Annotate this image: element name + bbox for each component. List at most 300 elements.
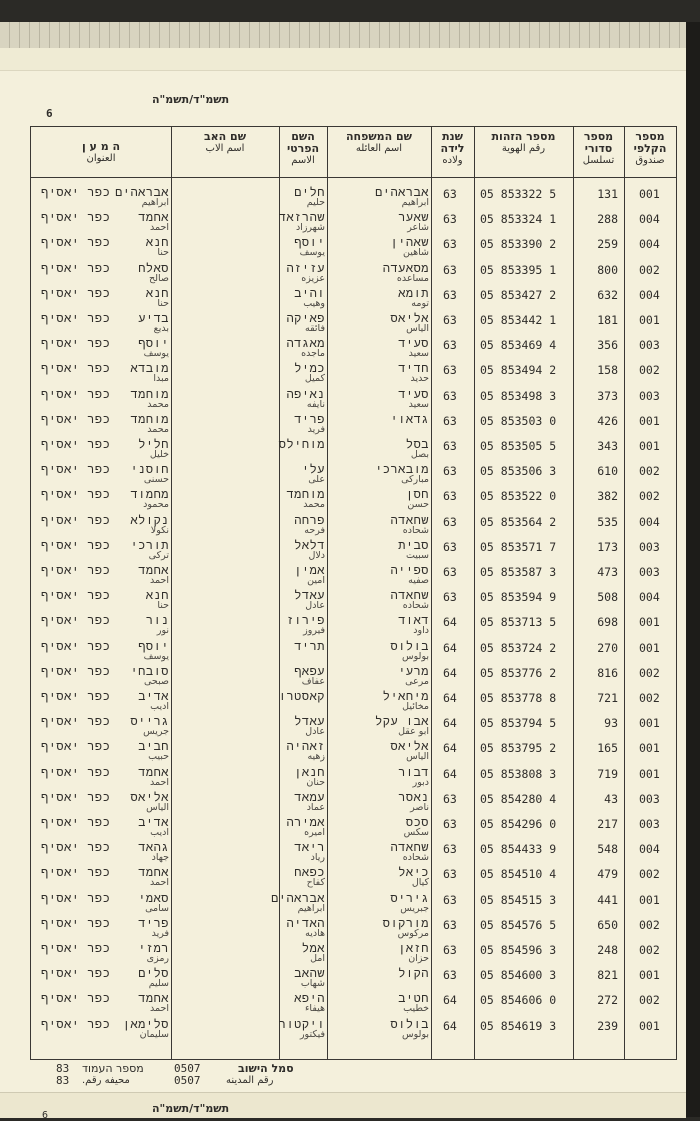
table-row xyxy=(31,991,676,1016)
father-name-he: חביב xyxy=(138,739,169,754)
ballot-number: 001 xyxy=(639,766,660,781)
serial-number: 217 xyxy=(597,817,618,831)
header-id xyxy=(474,127,573,181)
first-name-ar: محمد xyxy=(303,499,325,511)
id-number: 05 853808 3 xyxy=(480,766,557,781)
ballot-number: 002 xyxy=(639,262,660,277)
birth-year: 63 xyxy=(443,867,457,882)
father-name-ar: احمد xyxy=(150,776,169,788)
birth-year: 63 xyxy=(443,338,457,353)
first-name-he: יוסף xyxy=(294,235,325,250)
father-name-ar: تركى xyxy=(148,549,169,561)
first-name-ar: دلال xyxy=(308,549,325,561)
address: כפר יאסיף xyxy=(41,764,111,779)
father-name-he: סובחי xyxy=(130,663,169,678)
settlement-label-ar: رقم المدينه xyxy=(226,1075,274,1086)
ballot-number: 003 xyxy=(639,539,660,554)
serial-number: 800 xyxy=(597,262,618,277)
family-name-he: חזאן xyxy=(398,941,429,955)
ballot-number: 004 xyxy=(639,590,660,605)
address: כפר יאסיף xyxy=(41,890,111,905)
birth-year: 63 xyxy=(443,313,457,327)
father-name-he: פריד xyxy=(138,915,169,930)
family-name-ar: داود xyxy=(413,625,429,637)
table-row xyxy=(31,513,676,538)
family-name-ar: سبيت xyxy=(405,549,429,561)
serial-number: 535 xyxy=(597,514,618,529)
serial-number: 288 xyxy=(597,212,618,227)
header-serial-ar: تسلسل xyxy=(582,155,615,166)
id-number: 05 853427 2 xyxy=(480,287,557,302)
first-name-he: פריד xyxy=(294,411,325,426)
birth-year: 63 xyxy=(443,590,457,605)
address: כפר יאסיף xyxy=(41,361,111,376)
table-row xyxy=(31,487,676,512)
table-row xyxy=(31,412,676,437)
birth-year: 64 xyxy=(443,691,457,705)
father-name-he: חנא xyxy=(145,588,169,603)
first-name-he: האדיה xyxy=(286,915,325,930)
birth-year: 63 xyxy=(443,514,457,529)
id-number: 05 853713 5 xyxy=(480,615,557,630)
table-row xyxy=(31,361,676,386)
header-family-name-he: שם המשפחה xyxy=(345,130,413,143)
family-name-he: בסל xyxy=(405,437,429,451)
header-ballot-he: מספר הקלפי xyxy=(633,130,667,155)
father-name-he: מחמוד xyxy=(130,487,169,502)
header-serial-he: מספר סדורי xyxy=(583,130,614,155)
father-name-ar: حنا xyxy=(157,600,169,612)
ballot-number: 002 xyxy=(639,993,660,1008)
first-name-he: עאדל xyxy=(294,588,325,603)
serial-number: 239 xyxy=(597,1018,618,1033)
family-name-he: שאהין xyxy=(390,235,429,250)
first-name-ar: شهرزاد xyxy=(295,222,325,234)
father-name-ar: صبحى xyxy=(144,675,169,687)
table-row xyxy=(31,865,676,890)
serial-number: 441 xyxy=(597,892,618,907)
address: כפר יאסיף xyxy=(41,663,111,678)
father-name-he: סלים xyxy=(138,966,169,981)
id-number: 05 853505 5 xyxy=(480,439,557,453)
first-name-ar: عزيزه xyxy=(301,272,325,284)
father-name-he: רמזי xyxy=(138,941,169,955)
header-father-name-ar: اسم الاب xyxy=(205,143,245,154)
birth-year: 64 xyxy=(443,615,457,630)
family-name-he: תומא xyxy=(398,285,429,300)
table-row xyxy=(31,790,676,815)
header-birth-year-ar: ولاده xyxy=(442,155,463,166)
family-name-ar: صفيه xyxy=(408,575,429,586)
serial-number: 821 xyxy=(597,968,618,983)
birth-year: 63 xyxy=(443,791,457,806)
ballot-number: 001 xyxy=(639,640,660,655)
first-name-he: חנאן xyxy=(294,764,325,779)
family-name-he: ספייה xyxy=(390,563,429,577)
birth-year: 64 xyxy=(443,665,457,680)
first-name-he: פירוז xyxy=(286,613,325,628)
ballot-number: 001 xyxy=(639,892,660,907)
id-number: 05 853795 2 xyxy=(480,741,557,756)
family-name-ar: حسن xyxy=(407,499,429,511)
table-row xyxy=(31,916,676,941)
address: כפר יאסיף xyxy=(41,563,111,577)
serial-number: 165 xyxy=(597,741,618,756)
serial-number: 382 xyxy=(597,489,618,504)
settlement-code-ar: 0507 xyxy=(174,1074,201,1087)
address: כפר יאסיף xyxy=(41,260,111,275)
first-name-he: פאיקה xyxy=(286,311,325,325)
family-name-ar: ناصر xyxy=(410,801,429,813)
serial-number: 43 xyxy=(604,791,618,806)
id-number: 05 854576 5 xyxy=(480,917,557,932)
family-name-he: אליאס xyxy=(390,739,429,754)
serial-number: 650 xyxy=(597,917,618,932)
address: כפר יאסיף xyxy=(41,311,111,325)
family-name-ar: شحاده xyxy=(402,852,429,864)
first-name-ar: زهيه xyxy=(307,751,325,763)
father-name-he: יוסף xyxy=(138,638,169,653)
table-row xyxy=(31,891,676,916)
ballot-number: 004 xyxy=(639,514,660,529)
address: כפר יאסיף xyxy=(41,739,111,754)
first-name-he: חלים xyxy=(294,185,325,199)
table-row xyxy=(31,639,676,664)
father-name-ar: نور xyxy=(156,625,169,637)
id-number: 05 853522 0 xyxy=(480,489,557,504)
birth-year: 63 xyxy=(443,842,457,857)
family-name-ar: سعيد xyxy=(408,348,429,360)
ballot-number: 002 xyxy=(639,464,660,479)
first-name-he: אמל xyxy=(301,941,325,955)
header-id-ar: رقم الهوية xyxy=(501,143,546,154)
family-name-he: דאוד xyxy=(398,613,429,628)
ballot-number: 001 xyxy=(639,187,660,201)
family-name-he: נאסר xyxy=(398,789,429,804)
father-name-he: גהאד xyxy=(138,840,169,855)
family-name-ar: الياس xyxy=(406,751,429,763)
id-number: 05 854515 3 xyxy=(480,892,557,907)
address: כפר יאסיף xyxy=(41,638,111,653)
father-name-he: מוחמד xyxy=(130,411,169,426)
first-name-he: שהרזאד xyxy=(278,210,325,225)
first-name-he: מוחמד xyxy=(286,487,325,502)
family-name-ar: الياس xyxy=(406,323,429,334)
first-name-ar: فيكتور xyxy=(299,1028,325,1040)
first-name-he: אבראהים xyxy=(271,890,325,905)
serial-number: 473 xyxy=(597,565,618,579)
birth-year: 64 xyxy=(443,741,457,756)
page-stack-edge xyxy=(0,22,686,49)
first-name-ar: نايفه xyxy=(306,398,325,410)
address: כפר יאסיף xyxy=(41,941,111,955)
father-name-he: נור xyxy=(145,613,169,628)
birth-year: 63 xyxy=(443,363,457,378)
header-address-ar: العنوان xyxy=(86,153,116,164)
header-address-he: ה מ ע ן xyxy=(81,140,121,153)
birth-year: 63 xyxy=(443,489,457,504)
family-name-ar: شحاده xyxy=(402,524,429,536)
serial-number: 248 xyxy=(597,943,618,957)
serial-number: 632 xyxy=(597,287,618,302)
family-name-he: מסאעדה xyxy=(382,260,429,275)
birth-year: 63 xyxy=(443,565,457,579)
first-name-ar: فائقه xyxy=(305,323,325,334)
binding-shadow xyxy=(686,22,700,1117)
first-name-ar: يوسف xyxy=(299,247,325,259)
table-row xyxy=(31,840,676,865)
family-name-ar: مخائيل xyxy=(402,701,429,712)
address: כפר יאסיף xyxy=(41,411,111,426)
ballot-number: 004 xyxy=(639,842,660,857)
ballot-number: 003 xyxy=(639,338,660,353)
family-name-he: שחאדה xyxy=(390,588,429,603)
father-name-ar: سليم xyxy=(148,978,169,990)
family-name-ar: جبريس xyxy=(400,902,429,914)
father-name-he: אחמד xyxy=(138,991,169,1006)
birth-year: 63 xyxy=(443,464,457,479)
father-name-he: אליאס xyxy=(130,789,169,804)
birth-year: 63 xyxy=(443,287,457,302)
father-name-ar: جريس xyxy=(143,726,169,738)
family-name-he: כיאל xyxy=(398,865,429,880)
ballot-number: 001 xyxy=(639,615,660,630)
father-name-ar: خليل xyxy=(149,449,169,460)
father-name-ar: حبيب xyxy=(148,751,169,763)
family-name-ar: حزان xyxy=(408,953,429,964)
birth-year: 63 xyxy=(443,892,457,907)
father-name-he: מוחמד xyxy=(130,386,169,401)
father-name-ar: جهاد xyxy=(151,852,169,864)
table-row xyxy=(31,613,676,638)
ballot-number: 001 xyxy=(639,968,660,983)
birth-year: 63 xyxy=(443,539,457,554)
first-name-ar: فيروز xyxy=(303,625,325,637)
family-name-he: שחאדה xyxy=(390,512,429,527)
birth-year: 63 xyxy=(443,187,457,201)
id-number: 05 853442 1 xyxy=(480,313,557,327)
birth-year: 63 xyxy=(443,237,457,252)
family-name-he: בולוס xyxy=(390,1016,429,1031)
page-value-ar: 83 xyxy=(56,1074,70,1087)
first-name-ar: امل xyxy=(310,953,325,964)
id-number: 05 853506 3 xyxy=(480,464,557,479)
serial-number: 698 xyxy=(597,615,618,630)
family-name-he: חטיב xyxy=(398,991,429,1006)
family-name-ar: مباركى xyxy=(401,474,429,486)
address: כפר יאסיף xyxy=(41,1016,111,1031)
serial-number: 272 xyxy=(597,993,618,1008)
first-name-ar: اميره xyxy=(304,827,325,838)
serial-number: 816 xyxy=(597,665,618,680)
address: כפר יאסיף xyxy=(41,714,111,729)
first-name-ar: عادل xyxy=(305,600,325,612)
birth-year: 63 xyxy=(443,212,457,227)
first-name-he: קאסטרו xyxy=(278,689,325,703)
serial-number: 270 xyxy=(597,640,618,655)
first-name-ar: رياد xyxy=(310,852,325,864)
father-name-he: אדיב xyxy=(138,815,169,829)
family-name-ar: حديد xyxy=(410,373,429,385)
address: כפר יאסיף xyxy=(41,588,111,603)
address: כפר יאסיף xyxy=(41,285,111,300)
serial-number: 131 xyxy=(597,187,618,201)
header-first-name-he: השם הפרטי xyxy=(286,130,320,155)
birth-year: 64 xyxy=(443,640,457,655)
father-name-ar: احمد xyxy=(150,575,169,586)
birth-year: 63 xyxy=(443,262,457,277)
family-name-ar: سكس xyxy=(403,827,429,838)
family-name-he: בולוס xyxy=(390,638,429,653)
birth-year: 63 xyxy=(443,817,457,831)
father-name-he: תורכי xyxy=(130,537,169,552)
first-name-ar: ماجده xyxy=(301,348,325,360)
family-name-ar: بولوس xyxy=(402,650,429,662)
ballot-number: 002 xyxy=(639,943,660,957)
family-name-he: סעיד xyxy=(398,386,429,401)
address: כפר יאסיף xyxy=(41,840,111,855)
first-name-he: מוחילס xyxy=(278,437,325,451)
first-name-ar: عفاف xyxy=(301,675,325,687)
serial-number: 719 xyxy=(597,766,618,781)
family-name-he: חדיד xyxy=(398,361,429,376)
first-name-ar: كفاح xyxy=(306,877,325,889)
header-address xyxy=(31,127,171,191)
table-row xyxy=(31,437,676,462)
serial-number: 181 xyxy=(597,313,618,327)
serial-number: 343 xyxy=(597,439,618,453)
father-name-ar: سامى xyxy=(145,902,169,914)
table-row xyxy=(31,462,676,487)
father-name-he: בדיע xyxy=(138,311,169,325)
first-name-he: והיב xyxy=(294,285,325,300)
ballot-number: 001 xyxy=(639,413,660,428)
first-name-ar: عادل xyxy=(305,726,325,738)
table-row xyxy=(31,235,676,260)
address: כפר יאסיף xyxy=(41,537,111,552)
table-row xyxy=(31,311,676,336)
table-row xyxy=(31,538,676,563)
father-name-he: מובדא xyxy=(130,361,169,376)
father-name-ar: احمد xyxy=(150,222,169,234)
id-number: 05 853498 3 xyxy=(480,388,557,403)
first-name-he: ויקטור xyxy=(278,1016,325,1031)
ballot-number: 001 xyxy=(639,439,660,453)
table-row xyxy=(31,815,676,840)
first-name-ar: هيفاء xyxy=(304,1003,325,1015)
first-name-he: זאהיה xyxy=(286,739,325,754)
father-name-ar: حنا xyxy=(157,297,169,309)
ballot-number: 003 xyxy=(639,388,660,403)
birth-year: 63 xyxy=(443,413,457,428)
father-name-ar: حسنى xyxy=(143,474,169,486)
father-name-ar: اديب xyxy=(150,701,169,712)
family-name-he: חסן xyxy=(405,487,429,502)
first-name-he: עזיזה xyxy=(286,260,325,275)
father-name-ar: محمود xyxy=(143,499,169,511)
table-row xyxy=(31,739,676,764)
header-family-name-ar: اسم العائله xyxy=(355,143,403,154)
birth-year: 63 xyxy=(443,943,457,957)
id-number: 05 854433 9 xyxy=(480,842,557,857)
first-name-ar: امين xyxy=(307,575,325,586)
voter-register-table xyxy=(30,126,677,1060)
ballot-number: 002 xyxy=(639,489,660,504)
serial-number: 426 xyxy=(597,413,618,428)
first-name-ar: فريد xyxy=(307,423,325,435)
table-row xyxy=(31,941,676,966)
page-header-title: תשמ"ד/תשמ"ה xyxy=(152,93,230,106)
family-name-he: שחאדה xyxy=(390,840,429,855)
family-name-he: שאער xyxy=(398,210,429,225)
id-number: 05 853778 8 xyxy=(480,691,557,705)
table-row xyxy=(31,563,676,588)
father-name-he: נקולא xyxy=(130,512,169,527)
table-row xyxy=(31,765,676,790)
first-name-ar: وهيب xyxy=(303,297,325,309)
table-row xyxy=(31,1017,676,1042)
ballot-number: 002 xyxy=(639,867,660,882)
header-birth-year xyxy=(431,127,474,181)
header-first-name-ar: الاسم xyxy=(291,155,315,166)
serial-number: 508 xyxy=(597,590,618,605)
first-name-he: תריד xyxy=(294,638,325,653)
ballot-number: 004 xyxy=(639,237,660,252)
father-name-he: אחמד xyxy=(138,563,169,577)
father-name-he: סאמי xyxy=(138,890,169,905)
address: כפר יאסיף xyxy=(41,487,111,502)
header-ballot-ar: صندوق xyxy=(635,155,665,166)
first-name-he: כמיל xyxy=(294,361,325,376)
id-number: 05 853776 2 xyxy=(480,665,557,680)
id-number: 05 854606 0 xyxy=(480,993,557,1008)
ballot-number: 003 xyxy=(639,565,660,579)
serial-number: 158 xyxy=(597,363,618,378)
father-name-he: אחמד xyxy=(138,764,169,779)
table-row xyxy=(31,336,676,361)
first-name-he: כפאח xyxy=(294,865,325,880)
table-row xyxy=(31,387,676,412)
father-name-ar: رمزى xyxy=(146,953,169,964)
father-name-ar: يوسف xyxy=(143,650,169,662)
serial-number: 548 xyxy=(597,842,618,857)
father-name-he: סאלח xyxy=(138,260,169,275)
id-number: 05 853594 9 xyxy=(480,590,557,605)
first-name-ar: كميل xyxy=(304,373,325,385)
family-name-he: דבור xyxy=(398,764,429,779)
birth-year: 63 xyxy=(443,439,457,453)
father-name-ar: احمد xyxy=(150,1003,169,1015)
ballot-number: 002 xyxy=(639,665,660,680)
first-name-ar: هاديه xyxy=(305,927,325,939)
family-name-he: מורקוס xyxy=(382,915,429,930)
family-name-he: גיריס xyxy=(390,890,429,905)
table-row xyxy=(31,664,676,689)
family-name-he: גדאוי xyxy=(390,411,429,426)
id-number: 05 853587 3 xyxy=(480,565,557,579)
first-name-ar: شهاب xyxy=(300,978,325,990)
first-name-he: אמין xyxy=(294,563,325,577)
address: כפר יאסיף xyxy=(41,336,111,351)
address: כפר יאסיף xyxy=(41,462,111,477)
table-row xyxy=(31,286,676,311)
ballot-number: 001 xyxy=(639,313,660,327)
first-name-ar: عماد xyxy=(306,801,325,813)
serial-number: 93 xyxy=(604,716,618,731)
first-name-he: אמירה xyxy=(286,815,325,829)
serial-number: 356 xyxy=(597,338,618,353)
family-name-ar: ابراهيم xyxy=(401,197,429,208)
